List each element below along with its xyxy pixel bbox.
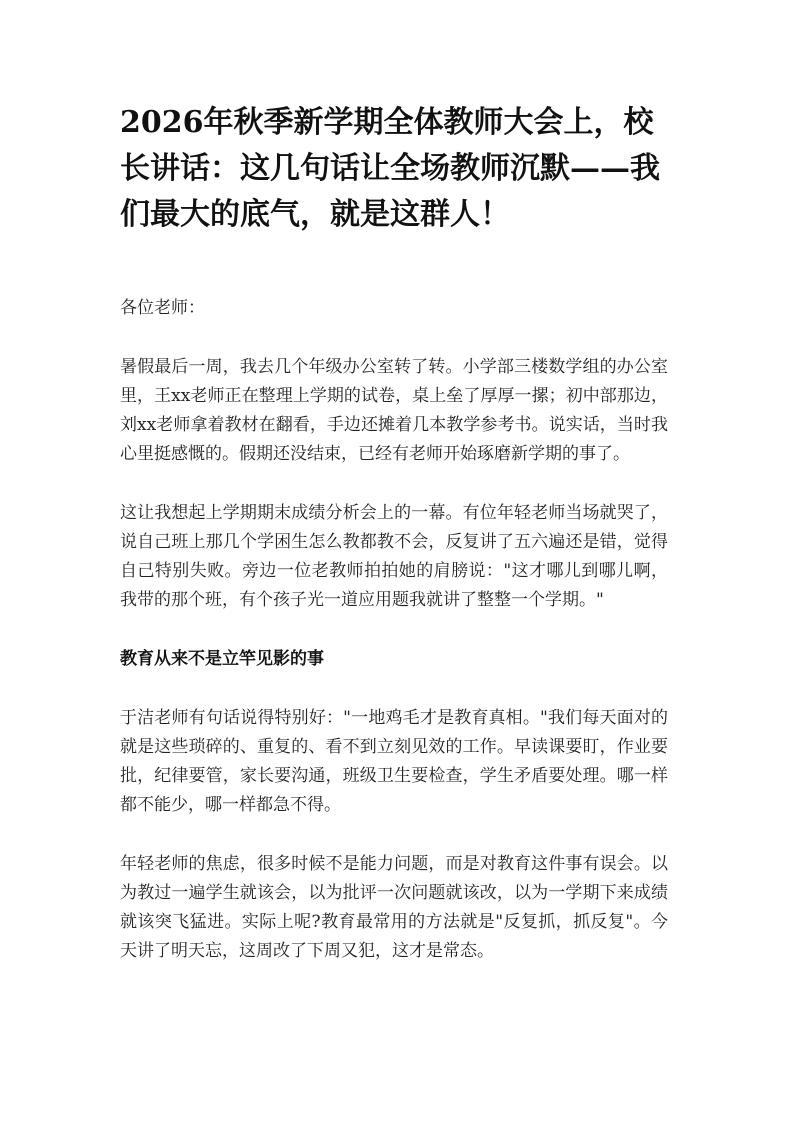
section-paragraph-2: 年轻老师的焦虑，很多时候不是能力问题，而是对教育这件事有误会。以为教过一遍学生就该会，以为批评一次问题就该改，以为一学期下来成绩就该突飞猛进。实际上呢?教育最常用的方法就是"反复抓，抓反复"。今天讲了明天忘，这周改了下周又犯，这才是常态。: [120, 854, 668, 961]
greeting: 各位老师：: [120, 298, 205, 318]
paragraph-2: 这让我想起上学期期末成绩分析会上的一幕。有位年轻老师当场就哭了，说自己班上那几个学困生怎么教都教不会，反复讲了五六遍还是错，觉得自己特别失败。旁边一位老教师拍拍她的肩膀说："这才哪儿到哪儿啊，我带的那个班，有个孩子光一道应用题我就讲了整整一个学期。": [120, 503, 668, 610]
paragraph-1: 暑假最后一周，我去几个年级办公室转了转。小学部三楼数学组的办公室里，王xx老师正在整理上学期的试卷，桌上垒了厚厚一摞；初中部那边，刘xx老师拿着教材在翻看，手边还摊着几本教学参考书。说实话，当时我心里挺感慨的。假期还没结束，已经有老师开始琢磨新学期的事了。: [120, 357, 668, 464]
section-paragraph-1: 于洁老师有句话说得特别好："一地鸡毛才是教育真相。"我们每天面对的就是这些琐碎的、重复的、看不到立刻见效的工作。早读课要盯，作业要批，纪律要管，家长要沟通，班级卫生要检查，学生矛盾要处理。哪一样都不能少，哪一样都急不得。: [120, 708, 668, 815]
document-title: 2026年秋季新学期全体教师大会上，校长讲话：这几句话让全场教师沉默——我们最大的底气，就是这群人！: [120, 105, 660, 232]
section-heading: 教育从来不是立竿见影的事: [120, 649, 324, 669]
